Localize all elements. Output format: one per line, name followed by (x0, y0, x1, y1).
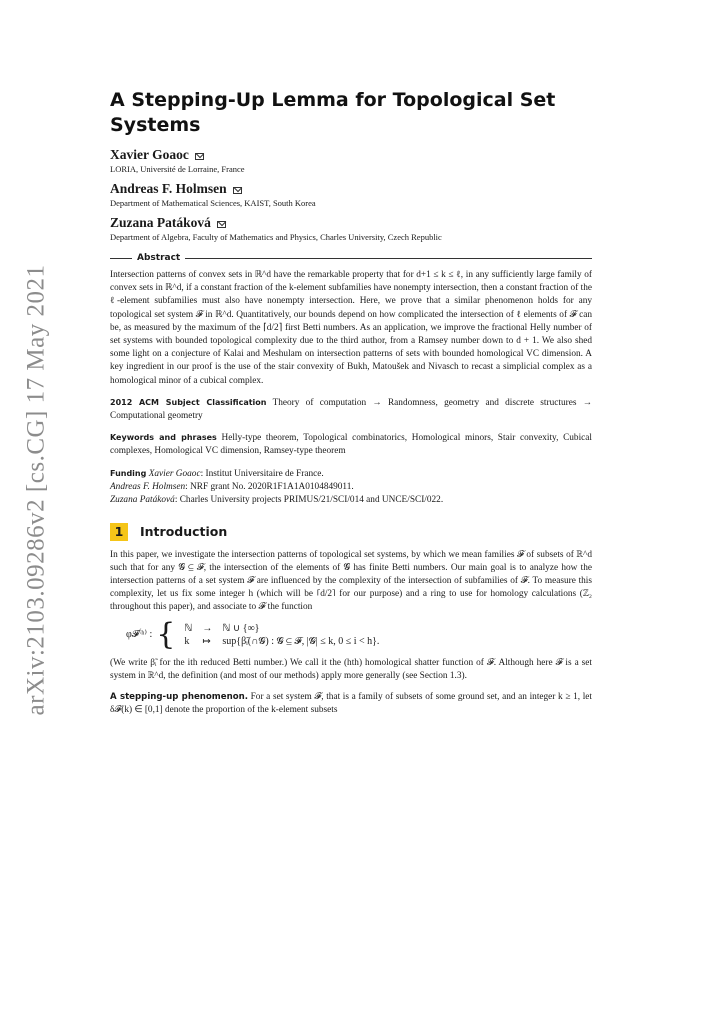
funding-line (110, 467, 592, 481)
formula-cell: ℕ (184, 622, 193, 634)
section-number: 1 (110, 523, 128, 541)
formula-row (179, 635, 384, 648)
author-name (110, 181, 592, 197)
acm-label: 2012 ACM Subject Classification (110, 397, 267, 407)
paragraph-text: For a set system 𝓕, that is a family of subsets of some ground set, and an integer k ≥ 1, let δ𝓕(k) ∈ [0,1] denote the proportion of the k-element subsets (110, 692, 592, 716)
formula-lhs: φ𝓕⁽ʰ⁾ : (126, 629, 153, 641)
formula-cases (179, 622, 384, 648)
stepping-up-paragraph (110, 691, 592, 717)
funding-text: : Charles University projects PRIMUS/21/SCI/014 and UNCE/SCI/022. (174, 494, 444, 505)
mail-icon[interactable] (217, 221, 226, 228)
author-affiliation: LORIA, Université de Lorraine, France (110, 164, 245, 174)
funding-label: Funding (110, 468, 147, 478)
author-name (110, 215, 592, 231)
abstract-text: Intersection patterns of convex sets in ℝ^d have the remarkable property that for d+1 ≤ k ≤ ℓ, in any sufficiently large family of convex sets in ℝ^d, if a constant fraction of the k-element subfamilies have nonempty intersection, then a constant fraction of the ℓ-element subfamilies must also have nonempty intersection. Here, we prove that a similar phenomenon holds for any topological set system 𝓕 in ℝ^d. Quantitatively, our bounds depend on how complicated the intersection of ℓ elements of 𝓕 can be, as measured by the maximum of the ⌈d/2⌉ first Betti numbers. As an application, we improve the fractional Helly number of set systems with bounded topological complexity due to the third author, from a Ramsey number down to d + 1. We also shed some light on a conjecture of Kalai and Meshulam on intersection patterns of sets with bounded homological VC dimension. A key ingredient in our proof is the use of the stair convexity of Bukh, Matoušek and Nivasch to recast a simplicial complex as a homological minor of a cubical complex. (110, 270, 592, 386)
funding-line (110, 481, 592, 494)
arxiv-stamp (6, 210, 66, 770)
section-heading (110, 523, 592, 541)
keywords (110, 431, 592, 458)
author-name-text: Zuzana Patáková (110, 215, 211, 230)
formula-cell: ℕ ∪ {∞} (222, 622, 260, 634)
formula-cell: sup{β̃ᵢ(∩𝓖) : 𝓖 ⊆ 𝓕, |𝓖| ≤ k, 0 ≤ i < h}. (222, 635, 380, 647)
abstract-heading-text: Abstract (137, 253, 181, 263)
author-affiliation: Department of Algebra, Faculty of Mathematics and Physics, Charles University, Czech Republic (110, 232, 442, 242)
heading-rule (185, 258, 592, 259)
funding-who: Andreas F. Holmsen (110, 481, 186, 492)
formula-brace: { (156, 616, 176, 652)
funding-text: : Institut Universitaire de France. (200, 468, 324, 479)
shatter-function-formula (126, 616, 592, 652)
abstract-heading (110, 253, 592, 263)
funding-who: Zuzana Patáková (110, 494, 175, 505)
mail-icon[interactable] (195, 153, 204, 160)
author-name-text: Xavier Goaoc (110, 147, 189, 162)
paper-title: A Stepping-Up Lemma for Topological Set Systems (110, 89, 556, 136)
formula-cell: → (202, 622, 213, 634)
author-name (110, 147, 592, 163)
funding-who: Xavier Goaoc (148, 468, 201, 479)
formula-row (179, 622, 384, 635)
funding-line (110, 494, 592, 507)
author-block (110, 215, 592, 243)
acm-classification (110, 396, 592, 423)
intro-paragraph: (We write β̃ᵢ for the ith reduced Betti number.) We call it the (hth) homological shatter function of 𝓕. Although here 𝓕 is a set system in ℝ^d, the definition (and most of our methods) apply more generally (see Section 1.3). (110, 657, 592, 681)
author-name-text: Andreas F. Holmsen (110, 181, 227, 196)
formula-cell: ↦ (202, 635, 211, 647)
author-affiliation: Department of Mathematical Sciences, KAIST, South Korea (110, 198, 316, 208)
section-title: Introduction (140, 524, 228, 540)
author-block (110, 181, 592, 209)
intro-paragraph: In this paper, we investigate the intersection patterns of topological set systems, by which we mean families 𝓕 of subsets of ℝ^d such that for any 𝓖 ⊆ 𝓕, the intersection of the elements of 𝓖 has finite Betti numbers. Our main goal is to analyze how the intersection patterns of a set system 𝓕 are influenced by the complexity of the intersection of subfamilies of 𝓕. To measure this complexity, let us fix some integer h (which will be ⌈d/2⌉ for our purpose) and a ring to use for homology calculations (ℤ₂ throughout this paper), and associate to 𝓕 the function (110, 549, 592, 613)
paper-page (110, 88, 592, 717)
keywords-text: Helly-type theorem, Topological combinatorics, Homological minors, Stair convexity, Cubical complexes, Homological VC dimension, Ramsey-type theorem (110, 433, 593, 457)
mail-icon[interactable] (233, 187, 242, 194)
author-block (110, 147, 592, 175)
heading-rule (110, 258, 132, 259)
formula-cell: k (184, 635, 190, 647)
arxiv-stamp-text: arXiv:2103.09286v2 [cs.CG] 17 May 2021 (22, 264, 49, 716)
funding (110, 467, 592, 507)
keywords-label: Keywords and phrases (110, 433, 217, 443)
paragraph-heading: A stepping-up phenomenon. (110, 692, 248, 703)
acm-text: Theory of computation → Randomness, geometry and discrete structures → Computational geometry (110, 397, 593, 422)
funding-text: : NRF grant No. 2020R1F1A1A0104849011. (185, 481, 354, 492)
